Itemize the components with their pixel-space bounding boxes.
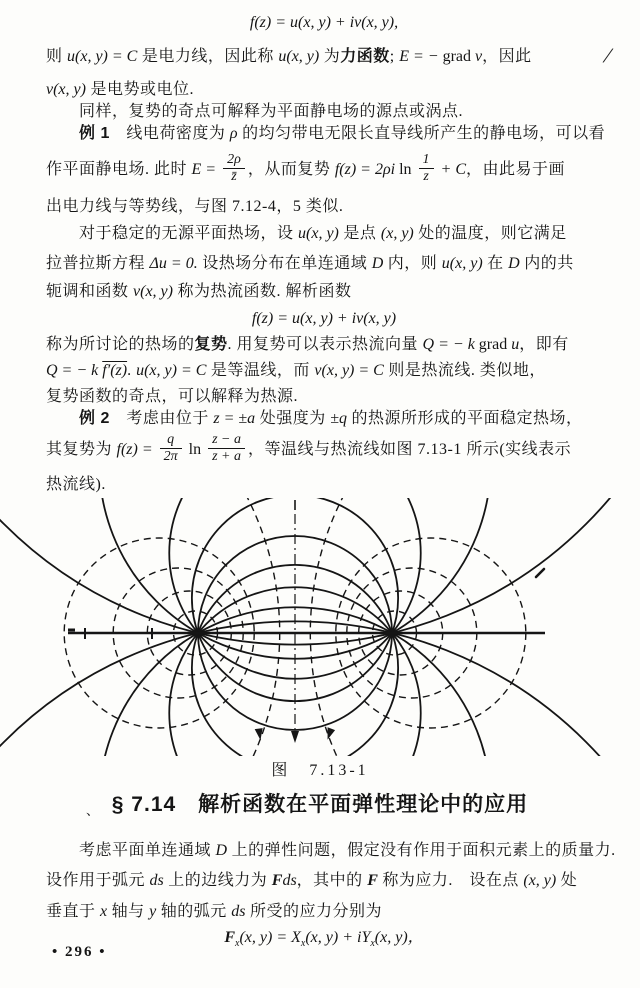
text-segment: x bbox=[235, 938, 240, 950]
section-heading-text: § 7.14 解析函数在平面弹性理论中的应用 bbox=[111, 793, 529, 816]
text-segment: 考虑平面单连通域 bbox=[79, 842, 216, 859]
text-line bbox=[46, 868, 602, 894]
isotherm-line bbox=[0, 498, 280, 756]
text-segment: D bbox=[508, 255, 520, 272]
text-line bbox=[46, 10, 602, 36]
text-segment: F bbox=[367, 872, 378, 889]
text-segment: v(x, y) = C bbox=[314, 362, 384, 379]
text-segment: . 用复势可以表示热流向量 bbox=[227, 336, 423, 353]
section-heading bbox=[0, 788, 640, 818]
text-segment: ln bbox=[399, 161, 416, 178]
text-segment: 轭调和函数 bbox=[46, 283, 134, 300]
text-segment: 处 bbox=[556, 872, 578, 889]
text-segment: f(z) = u(x, y) + iv(x, y), bbox=[249, 14, 399, 31]
text-line bbox=[46, 332, 602, 358]
heat-flow-line bbox=[0, 621, 640, 756]
text-segment: 力函数 bbox=[340, 48, 390, 65]
text-segment: u(x, y) = C bbox=[136, 362, 207, 379]
text-segment: 内，则 bbox=[383, 255, 442, 272]
text-segment: E = − bbox=[399, 48, 443, 65]
text-segment: x bbox=[300, 938, 306, 950]
text-line bbox=[46, 279, 602, 305]
text-segment: 上的边线力为 bbox=[163, 872, 272, 889]
text-segment: f(z) = u(x, y) + iv(x, y) bbox=[251, 310, 397, 327]
text-segment: u(x, y) = C bbox=[67, 48, 138, 65]
text-line bbox=[46, 121, 606, 147]
text-segment: z = ±a bbox=[213, 410, 256, 427]
text-segment: 复势函数的奇点，可以解释为热源. bbox=[46, 388, 299, 405]
scan-artifact-slash: ╱ bbox=[603, 47, 614, 64]
text-segment: D bbox=[215, 842, 228, 859]
text-segment: ，从而复势 bbox=[247, 161, 335, 178]
arrow-head bbox=[291, 731, 299, 743]
text-line bbox=[46, 221, 602, 247]
text-segment: y bbox=[149, 903, 157, 920]
text-segment: 是电力线，因此称 bbox=[137, 48, 279, 65]
text-segment: v(x, y) bbox=[133, 283, 173, 300]
text-segment: 在 bbox=[482, 255, 509, 272]
text-segment: ，由此易于画 bbox=[466, 161, 566, 178]
scan-artifact-comma bbox=[536, 569, 544, 577]
fraction: $\frac{z - a}{z + a}$ bbox=[208, 432, 245, 464]
text-segment: 热流线). bbox=[46, 476, 106, 493]
text-segment: 例 2 bbox=[79, 410, 110, 427]
text-segment: ; bbox=[389, 48, 400, 65]
text-segment: 则 bbox=[46, 48, 68, 65]
text-segment: 是电势或电位. bbox=[85, 81, 194, 98]
text-segment: ln bbox=[184, 441, 206, 458]
text-line bbox=[46, 838, 616, 864]
text-segment: . bbox=[127, 362, 137, 379]
text-segment: (x, y) bbox=[523, 872, 557, 889]
text-segment: grad bbox=[442, 48, 476, 65]
text-segment: F bbox=[271, 872, 283, 889]
text-segment: 对于稳定的无源平面热场，设 bbox=[79, 225, 299, 242]
text-segment: 其复势为 bbox=[46, 441, 117, 458]
paragraphs-top bbox=[46, 0, 606, 498]
text-segment: 考虑由位于 bbox=[109, 410, 214, 427]
text-segment: Q = − k bbox=[46, 362, 103, 379]
text-segment: 内的共 bbox=[519, 255, 574, 272]
text-segment: u bbox=[511, 336, 520, 353]
text-segment: ，因此 bbox=[482, 48, 532, 65]
text-segment: Δu = 0. bbox=[149, 255, 198, 272]
text-segment: grad bbox=[478, 336, 512, 353]
text-segment: 线电荷密度为 bbox=[109, 125, 230, 142]
text-segment: u(x, y) bbox=[278, 48, 320, 65]
text-segment: ，即有 bbox=[519, 336, 569, 353]
text-line bbox=[46, 358, 602, 384]
text-line bbox=[46, 194, 602, 220]
text-segment: u(x, y) bbox=[441, 255, 483, 272]
text-segment: 同样，复势的奇点可解释为平面静电场的源点或涡点. bbox=[79, 103, 464, 120]
text-segment: ±q bbox=[330, 410, 347, 427]
text-segment: 例 1 bbox=[79, 125, 110, 142]
text-segment: D bbox=[371, 255, 384, 272]
figure-caption-text: 图 7.13-1 bbox=[271, 762, 369, 779]
text-segment: 称为热流函数. 解析函数 bbox=[172, 283, 352, 300]
text-segment: v bbox=[475, 48, 483, 65]
text-segment: ds bbox=[231, 903, 246, 920]
text-segment: ds bbox=[149, 872, 164, 889]
text-segment: 设作用于弧元 bbox=[46, 872, 150, 889]
page-number: • 296 • bbox=[52, 944, 107, 960]
figure-caption bbox=[0, 758, 640, 784]
text-segment: 设热场分布在单连通域 bbox=[197, 255, 372, 272]
text-segment: 是等温线，而 bbox=[206, 362, 315, 379]
text-segment: 轴与 bbox=[107, 903, 150, 920]
text-segment: 的热源所形成的平面稳定热场， bbox=[346, 410, 583, 427]
text-line bbox=[46, 472, 602, 498]
text-segment: f(z) = bbox=[116, 441, 157, 458]
text-segment: 作平面静电场. 此时 bbox=[46, 161, 192, 178]
text-line bbox=[46, 44, 602, 70]
text-segment: Q = − k bbox=[422, 336, 479, 353]
paragraphs-bottom bbox=[46, 830, 616, 960]
text-segment: 称为所讨论的热场的 bbox=[46, 336, 195, 353]
text-line bbox=[46, 251, 602, 277]
text-segment: F bbox=[224, 929, 235, 946]
figure-7-13-1-field-lines bbox=[0, 498, 640, 756]
fraction: $\frac{q}{2\pi}$ bbox=[160, 432, 182, 464]
text-segment: 是点 bbox=[338, 225, 381, 242]
text-segment: 为 bbox=[319, 48, 341, 65]
text-segment: + C bbox=[436, 161, 467, 178]
text-segment: f′(z) bbox=[102, 362, 128, 379]
fraction: $\frac{1}{z}$ bbox=[419, 152, 434, 184]
text-segment: ，等温线与热流线如图 7.13-1 所示(实线表示 bbox=[248, 441, 572, 458]
text-segment: 拉普拉斯方程 bbox=[46, 255, 150, 272]
text-segment: 垂直于 bbox=[46, 903, 101, 920]
text-segment: u(x, y) bbox=[298, 225, 339, 242]
text-segment: ds bbox=[282, 872, 297, 889]
text-segment: 处强度为 bbox=[255, 410, 331, 427]
text-segment: 称为应力. 设在点 bbox=[377, 872, 524, 889]
text-segment: 则是热流线. 类似地， bbox=[383, 362, 546, 379]
text-segment: (x, y) + iY bbox=[305, 929, 371, 946]
text-segment: 复势 bbox=[194, 336, 228, 353]
text-line bbox=[46, 925, 602, 951]
text-segment: f(z) = 2ρi bbox=[334, 161, 400, 178]
text-line bbox=[46, 306, 602, 332]
text-segment: 的均匀带电无限长直导线所产生的静电场，可以看 bbox=[237, 125, 606, 142]
text-segment: 上的弹性问题，假定没有作用于面积元素上的质量力. bbox=[227, 842, 616, 859]
text-segment: 所受的应力分别为 bbox=[245, 903, 383, 920]
text-segment: ρ bbox=[229, 125, 238, 142]
text-segment: (x, y)， bbox=[374, 929, 424, 946]
text-line bbox=[46, 428, 602, 472]
text-segment: (x, y) = X bbox=[239, 929, 301, 946]
text-segment: x bbox=[100, 903, 108, 920]
text-line bbox=[46, 148, 602, 192]
text-segment: v(x, y) bbox=[46, 81, 86, 98]
text-segment: ，其中的 bbox=[296, 872, 368, 889]
text-segment: 处的温度，则它满足 bbox=[413, 225, 567, 242]
text-segment: x bbox=[370, 938, 375, 950]
fraction: $\frac{2\rho}{z̄}$ bbox=[223, 152, 245, 184]
text-segment: (x, y) bbox=[380, 225, 414, 242]
text-line bbox=[46, 899, 602, 925]
text-segment: 轴的弧元 bbox=[156, 903, 232, 920]
stray-scan-mark: 、 bbox=[86, 803, 101, 818]
text-segment: 出电力线与等势线，与图 7.12-4，5 类似. bbox=[46, 198, 344, 215]
text-segment: E = bbox=[191, 161, 221, 178]
